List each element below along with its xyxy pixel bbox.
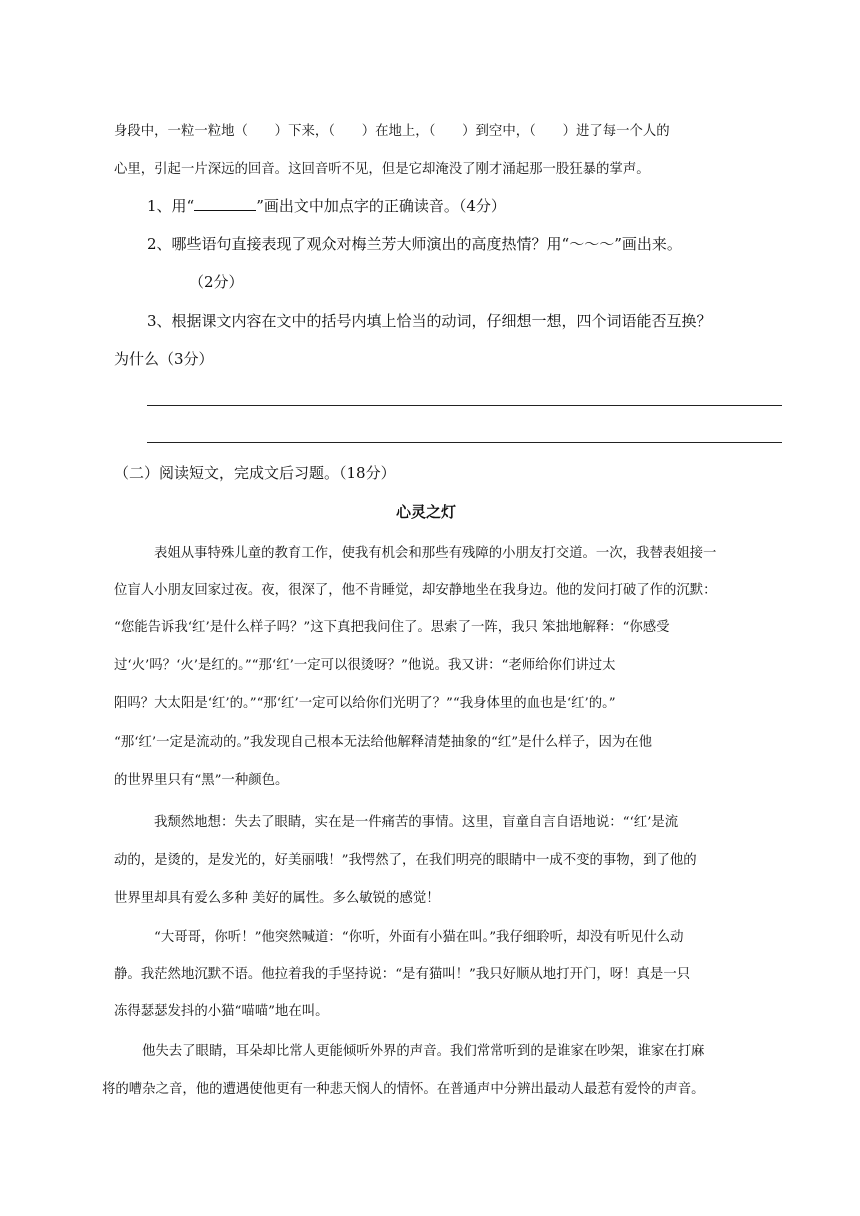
paragraph-line: 过‘火’吗？‘火’是红的。”“那‘红’一定可以很烫呀？”他说。我又讲：“老师给你们讲过太 [114, 658, 616, 673]
question-3: 3、根据课文内容在文中的括号内填上恰当的动词，仔细想一想，四个词语能否互换？ [147, 312, 712, 330]
passage-title: 心灵之灯 [396, 503, 457, 521]
paragraph-line: 的世界里只有“黑”一种颜色。 [114, 773, 289, 788]
paragraph-line: 阳吗？大太阳是‘红’的。”“那‘红’一定可以给你们光明了？”“我身体里的血也是‘红’的。” [114, 696, 616, 711]
paragraph-line: 世界里却具有爱么多种 美好的属性。多么敏锐的感觉！ [114, 891, 440, 906]
paragraph-line: 动的，是烫的，是发光的，好美丽哦！”我愕然了，在我们明亮的眼睛中一成不变的事物，到了他的 [114, 853, 697, 868]
question-1-text: ”画出文中加点字的正确读音。（4分） [256, 197, 506, 215]
question-2: 2、哪些语句直接表现了观众对梅兰芳大师演出的高度热情？用“～～～”画出来。 [147, 235, 682, 253]
paragraph-line: “那‘红’一定是流动的。”我发现自己根本无法给他解释清楚抽象的“红”是什么样子，因为在他 [114, 735, 653, 750]
answer-line [147, 405, 782, 406]
paragraph-line: 将的嘈杂之音，他的遭遇使他更有一种悲天悯人的情怀。在普通声中分辨出最动人最惹有爱怜的声音。 [102, 1082, 705, 1097]
question-1 [147, 195, 506, 216]
paragraph-line: 冻得瑟瑟发抖的小猫“喵喵”地在叫。 [114, 1004, 329, 1019]
underline-blank [194, 196, 256, 211]
passage-line: 心里，引起一片深远的回音。这回音听不见，但是它却淹没了刚才涌起那一股狂暴的掌声。 [114, 162, 650, 177]
paragraph-line: “大哥哥，你听！”他突然喊道：“你听，外面有小猫在叫。”我仔细聆听，却没有听见什么动 [154, 930, 684, 945]
paragraph-line: 静。我茫然地沉默不语。他拉着我的手坚持说：“是有猫叫！”我只好顺从地打开门，呀！真是一只 [114, 967, 691, 982]
answer-line [147, 442, 782, 443]
section-header: （二）阅读短文，完成文后习题。（18分） [114, 464, 396, 482]
paragraph-line: 表姐从事特殊儿童的教育工作，使我有机会和那些有残障的小朋友打交道。一次，我替表姐接一 [154, 546, 717, 561]
paragraph-line: 他失去了眼睛，耳朵却比常人更能倾听外界的声音。我们常常听到的是谁家在吵架，谁家在打麻 [142, 1044, 705, 1059]
question-2-score: （2分） [189, 273, 244, 291]
paragraph-line: 我颓然地想：失去了眼睛，实在是一件痛苦的事情。这里，盲童自言自语地说：“‘红’是流 [154, 815, 679, 830]
paragraph-line: 位盲人小朋友回家过夜。夜，很深了，他不肯睡觉，却安静地坐在我身边。他的发问打破了作的沉默： [114, 583, 717, 598]
question-3-continued: 为什么（3分） [114, 350, 214, 368]
paragraph-line: “您能告诉我‘红’是什么样子吗？”这下真把我问住了。思索了一阵，我只 笨拙地解释：“你感受 [114, 620, 670, 635]
passage-line: 身段中，一粒一粒地（ ）下来，（ ）在地上，（ ）到空中，（ ）进了每一个人的 [114, 124, 670, 139]
question-1-prefix: 1、用“ [147, 197, 195, 215]
